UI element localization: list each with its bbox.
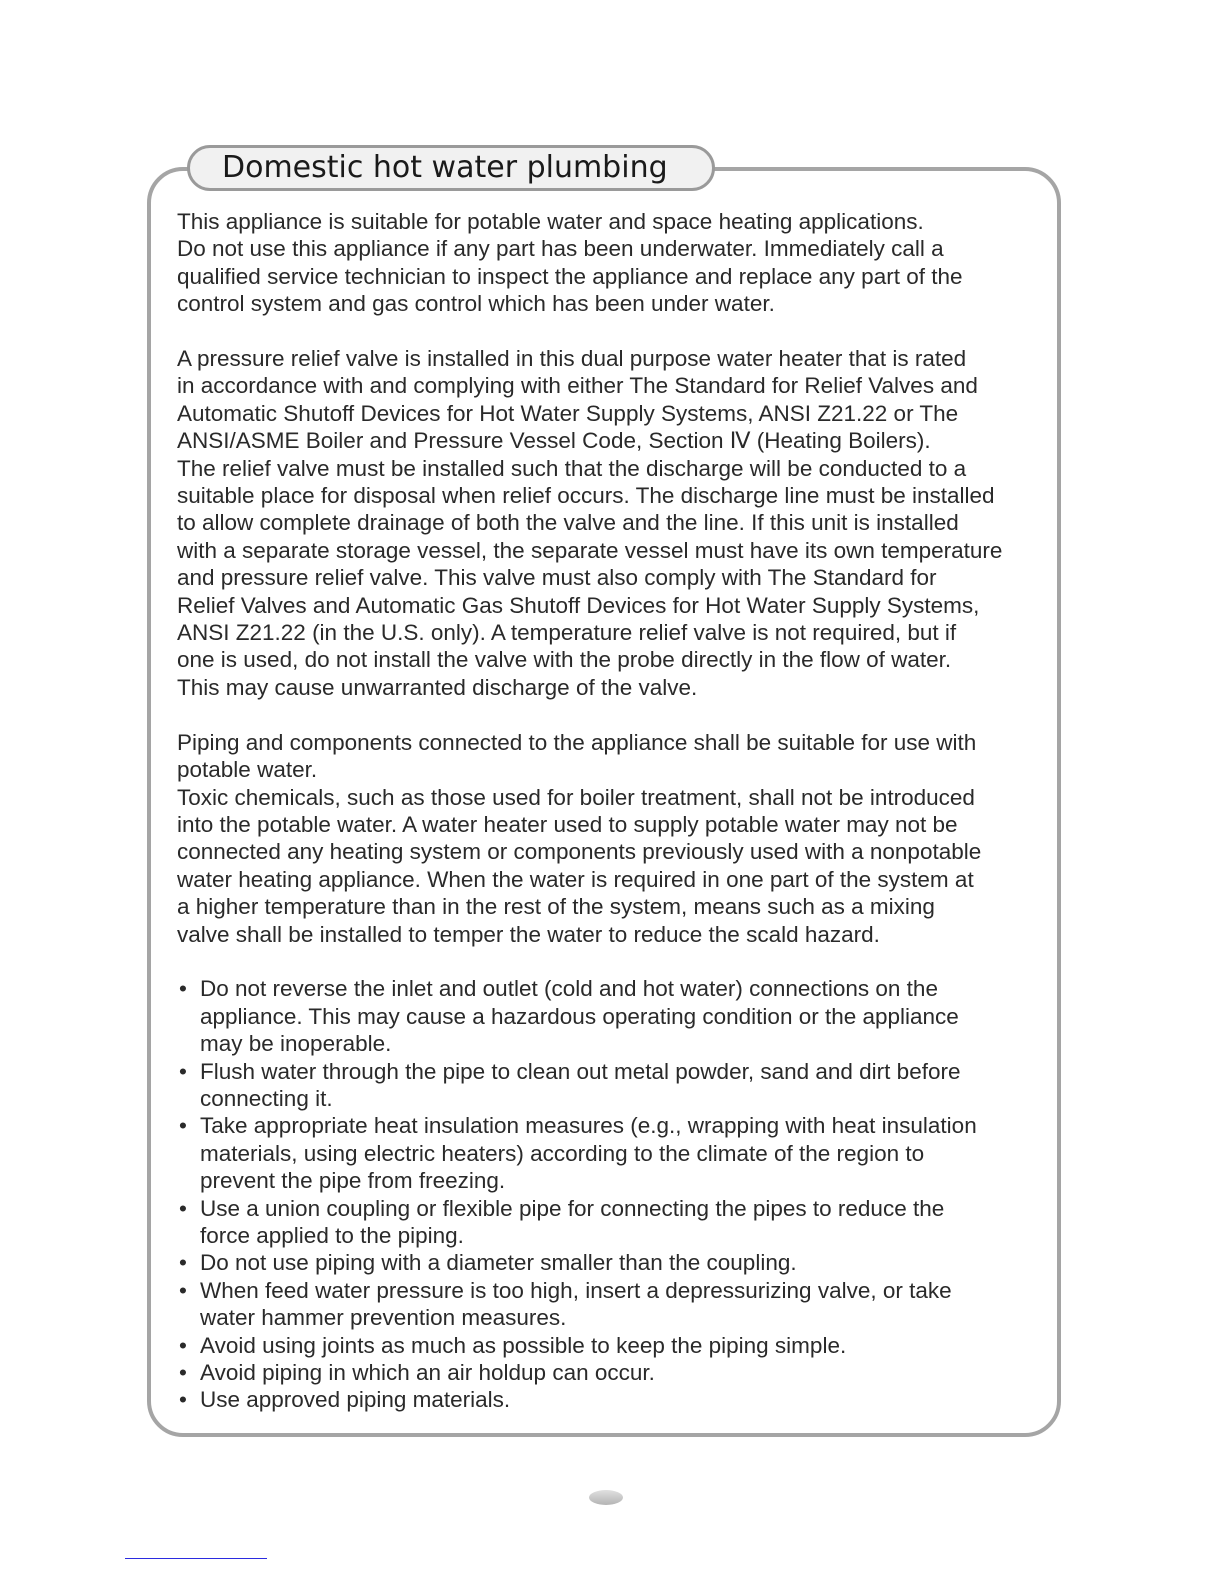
paragraph-line: qualified service technician to inspect the appliance and replace any part of the [177, 263, 963, 289]
paragraph-line: water heating appliance. When the water is required in one part of the system at [177, 866, 974, 892]
paragraph-line: in accordance with and complying with either The Standard for Relief Valves and [177, 373, 978, 399]
bullet-item [177, 975, 1057, 1057]
bullet-item [177, 1249, 1057, 1276]
bullet-line: force applied to the piping. [200, 1222, 464, 1248]
paragraph-line: potable water. [177, 757, 318, 783]
paragraph-line: Relief Valves and Automatic Gas Shutoff Devices for Hot Water Supply Systems, [177, 592, 980, 618]
page-number-oval-icon [589, 1490, 623, 1505]
paragraph-line: ANSI/ASME Boiler and Pressure Vessel Code, Section Ⅳ (Heating Boilers). [177, 428, 931, 454]
paragraph-line: control system and gas control which has been under water. [177, 291, 775, 317]
bullet-line: Do not use piping with a diameter smaller than the coupling. [200, 1250, 797, 1276]
bullet-item [177, 1359, 1057, 1386]
paragraph-line: Piping and components connected to the appliance shall be suitable for use with [177, 729, 977, 755]
bullet-dot: • [179, 976, 187, 1002]
bullet-line: Avoid piping in which an air holdup can occur. [200, 1360, 655, 1386]
bullet-line: When feed water pressure is too high, insert a depressurizing valve, or take [200, 1277, 952, 1303]
bullet-line: prevent the pipe from freezing. [200, 1168, 506, 1194]
bullet-line: connecting it. [200, 1085, 333, 1111]
section-body [177, 208, 1057, 1414]
paragraph-line: The relief valve must be installed such that the discharge will be conducted to a [177, 455, 967, 481]
paragraph-usage [177, 208, 1057, 318]
bullet-dot: • [179, 1250, 187, 1276]
paragraph-line: connected any heating system or components previously used with a nonpotable [177, 839, 982, 865]
paragraph-line: This may cause unwarranted discharge of the valve. [177, 674, 698, 700]
bullet-dot: • [179, 1360, 187, 1386]
paragraph-line: valve shall be installed to temper the water to reduce the scald hazard. [177, 921, 880, 947]
bullet-line: materials, using electric heaters) according to the climate of the region to [200, 1140, 925, 1166]
paragraph-line: to allow complete drainage of both the valve and the line. If this unit is installed [177, 510, 959, 536]
paragraph-line: This appliance is suitable for potable water and space heating applications. [177, 209, 924, 234]
footer-rule [125, 1558, 267, 1559]
bullet-line: water hammer prevention measures. [200, 1305, 567, 1331]
paragraph-line: one is used, do not install the valve with the probe directly in the flow of water. [177, 647, 952, 673]
bullet-item [177, 1332, 1057, 1359]
paragraph-line: Toxic chemicals, such as those used for boiler treatment, shall not be introduced [177, 784, 975, 810]
paragraph-line: and pressure relief valve. This valve must also comply with The Standard for [177, 565, 937, 591]
paragraph-line: Do not use this appliance if any part has been underwater. Immediately call a [177, 236, 944, 262]
bullet-line: Flush water through the pipe to clean out metal powder, sand and dirt before [200, 1058, 961, 1084]
bullet-dot: • [179, 1058, 187, 1084]
bullet-line: Use a union coupling or flexible pipe for connecting the pipes to reduce the [200, 1195, 945, 1221]
bullet-line: Avoid using joints as much as possible to keep the piping simple. [200, 1332, 847, 1358]
paragraph-gap [177, 701, 1057, 728]
bullet-item [177, 1112, 1057, 1194]
bullet-item [177, 1058, 1057, 1113]
paragraph-line: Automatic Shutoff Devices for Hot Water Supply Systems, ANSI Z21.22 or The [177, 400, 959, 426]
bullet-dot: • [179, 1195, 187, 1221]
bullet-dot: • [179, 1113, 187, 1139]
paragraph-gap [177, 318, 1057, 345]
section-title: Domestic hot water plumbing [222, 150, 668, 185]
paragraph-line: A pressure relief valve is installed in this dual purpose water heater that is rated [177, 346, 967, 372]
bullet-line: may be inoperable. [200, 1031, 392, 1057]
bullet-line: appliance. This may cause a hazardous operating condition or the appliance [200, 1003, 959, 1029]
bullet-line: Use approved piping materials. [200, 1387, 511, 1413]
bullet-dot: • [179, 1277, 187, 1303]
bullet-dot: • [179, 1332, 187, 1358]
paragraph-line: a higher temperature than in the rest of the system, means such as a mixing [177, 894, 935, 920]
paragraph-line: suitable place for disposal when relief occurs. The discharge line must be installed [177, 483, 995, 509]
paragraph-relief-valve [177, 345, 1057, 701]
bullet-item [177, 1386, 1057, 1413]
bullet-item [177, 1195, 1057, 1250]
paragraph-gap [177, 948, 1057, 975]
bullet-dot: • [179, 1387, 187, 1413]
bullet-line: Do not reverse the inlet and outlet (cold and hot water) connections on the [200, 976, 938, 1002]
paragraph-potable-water [177, 729, 1057, 948]
paragraph-line: ANSI Z21.22 (in the U.S. only). A temperature relief valve is not required, but if [177, 620, 957, 646]
paragraph-line: with a separate storage vessel, the separate vessel must have its own temperature [177, 537, 1003, 563]
bullet-item [177, 1277, 1057, 1332]
bullet-list [177, 975, 1057, 1414]
bullet-line: Take appropriate heat insulation measures (e.g., wrapping with heat insulation [200, 1113, 977, 1139]
paragraph-line: into the potable water. A water heater used to supply potable water may not be [177, 811, 958, 837]
